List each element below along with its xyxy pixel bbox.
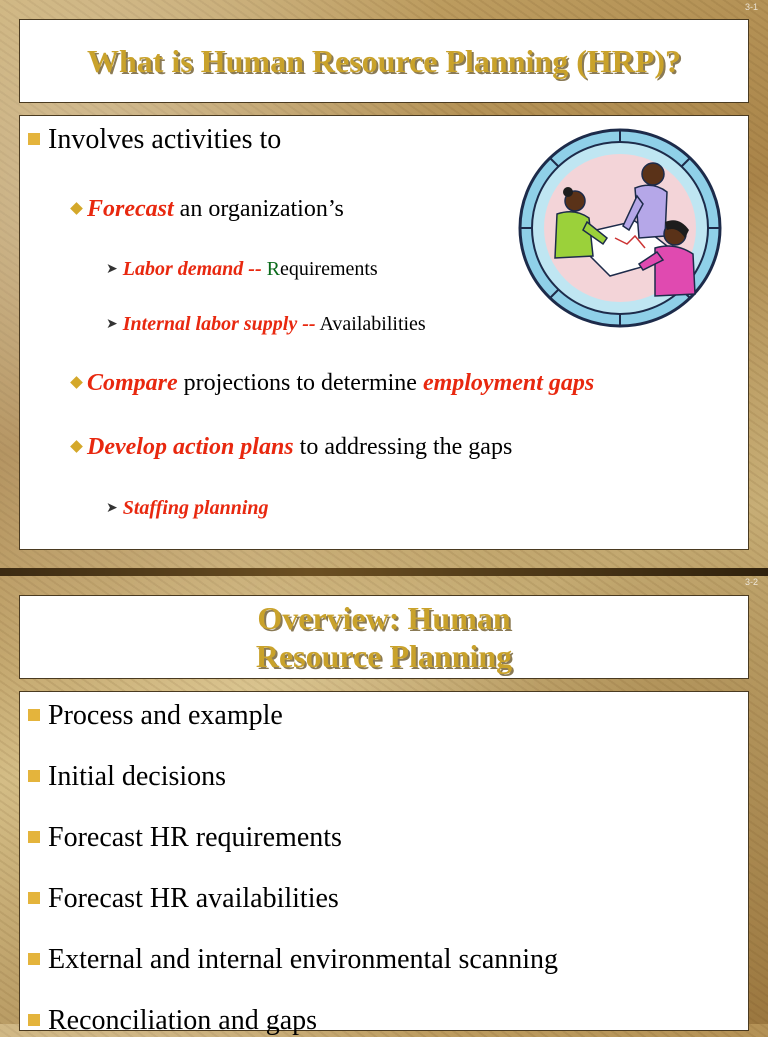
bullet-involves: Involves activities to [28,124,281,156]
diamond-bullet-icon [70,376,83,389]
bullet-labor-demand: ➤ Labor demand -- Requirements [106,258,378,280]
slide-2 [0,575,768,1036]
arrow-bullet-icon: ➤ [106,501,118,516]
square-bullet-icon [28,133,40,145]
content-box [19,115,749,550]
list-item: External and internal environmental scanning [28,944,558,976]
list-item: Forecast HR availabilities [28,883,339,915]
list-item: Forecast HR requirements [28,822,342,854]
bullet-internal-supply: ➤ Internal labor supply -- Availabilities [106,313,426,335]
slide-number: 3-1 [744,2,758,12]
slide-number: 3-2 [744,577,758,587]
diamond-bullet-icon [70,202,83,215]
bullet-staffing: ➤ Staffing planning [106,497,269,519]
slide-title [256,599,512,675]
slide-title: What is Human Resource Planning (HRP)? [86,43,682,79]
square-bullet-icon [28,892,40,904]
title-box [19,595,749,679]
arrow-bullet-icon: ➤ [106,317,118,332]
bullet-forecast: Forecast an organization’s [70,196,344,223]
square-bullet-icon [28,953,40,965]
slide-title-line-2: Resource Planning [255,638,513,674]
arrow-bullet-icon: ➤ [106,262,118,277]
diamond-bullet-icon [70,440,83,453]
bullet-compare: Compare projections to determine employment gaps [70,370,594,397]
list-item: Process and example [28,700,283,732]
title-box [19,19,749,103]
square-bullet-icon [28,770,40,782]
list-item: Initial decisions [28,761,226,793]
bullet-develop: Develop action plans to addressing the gaps [70,434,512,461]
square-bullet-icon [28,831,40,843]
content-box [19,691,749,1036]
square-bullet-icon [28,709,40,721]
slide-title-line-1: Overview: Human [257,600,511,636]
team-meeting-clipart [515,126,725,331]
list-item: Reconciliation and gaps [28,1005,317,1037]
square-bullet-icon [28,1014,40,1026]
